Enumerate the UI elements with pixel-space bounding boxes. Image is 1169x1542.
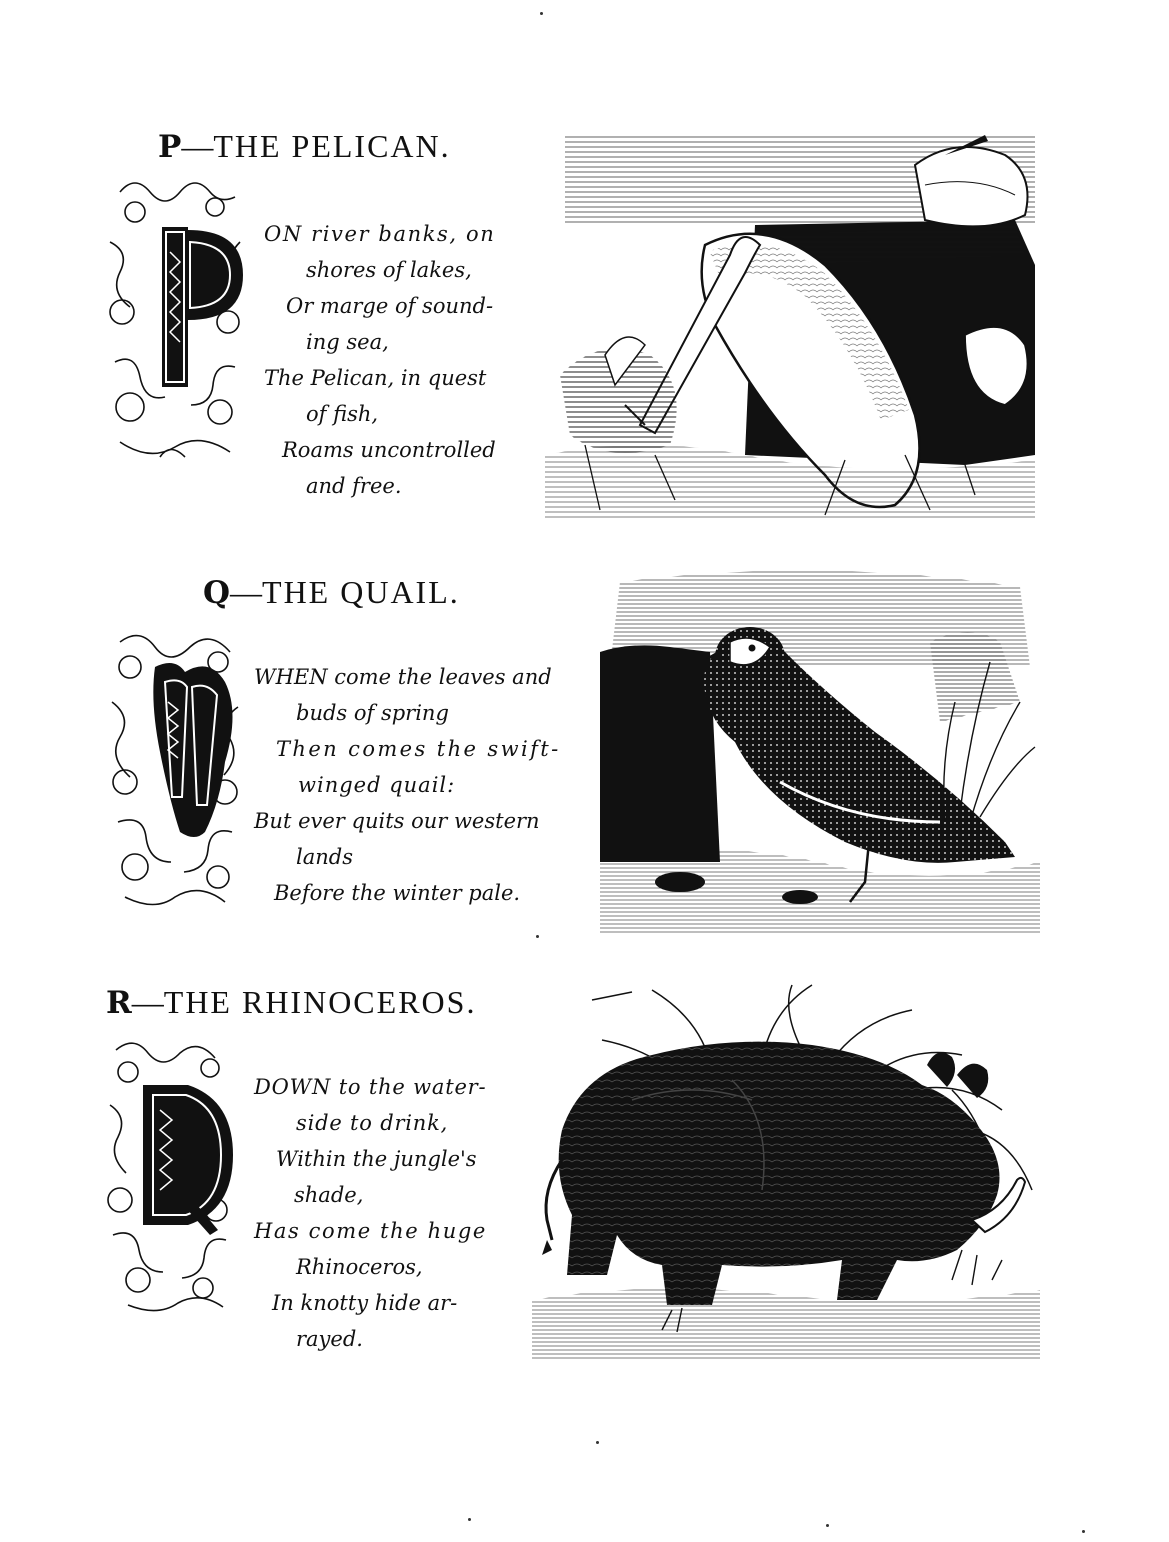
paper-speck bbox=[540, 12, 543, 15]
verse-line: buds of spring bbox=[296, 701, 449, 725]
verse-line: Has come the huge bbox=[254, 1219, 487, 1243]
verse-line: ing sea, bbox=[306, 330, 389, 354]
paper-speck bbox=[596, 1441, 599, 1444]
verse-line: WHEN come the leaves and bbox=[254, 665, 552, 689]
quail-illustration bbox=[600, 562, 1040, 934]
verse-line: lands bbox=[296, 845, 353, 869]
verse-line: The Pelican, in quest bbox=[264, 366, 487, 390]
heading-letter: Q bbox=[203, 575, 231, 611]
heading-title: THE PELICAN. bbox=[213, 128, 451, 164]
verse-line: shade, bbox=[294, 1183, 364, 1207]
pelican-illustration bbox=[545, 125, 1040, 520]
heading-pelican bbox=[158, 128, 451, 165]
heading-title: THE RHINOCEROS. bbox=[163, 984, 477, 1020]
verse-line: ON river banks, on bbox=[264, 222, 496, 246]
paper-speck bbox=[1082, 1530, 1085, 1533]
verse-line: of fish, bbox=[306, 402, 379, 426]
heading-rhinoceros bbox=[106, 984, 476, 1021]
verse-line: DOWN to the water- bbox=[254, 1075, 487, 1099]
verse-pelican bbox=[264, 216, 496, 504]
verse-line: In knotty hide ar- bbox=[272, 1291, 458, 1315]
verse-line: Before the winter pale. bbox=[274, 881, 521, 905]
verse-line: side to drink, bbox=[296, 1111, 449, 1135]
heading-letter: R bbox=[106, 985, 132, 1021]
ornamental-initial-d bbox=[98, 1030, 238, 1319]
verse-rhinoceros bbox=[254, 1069, 487, 1357]
paper-speck bbox=[468, 1518, 471, 1521]
rhinoceros-illustration bbox=[532, 980, 1040, 1370]
verse-line: But ever quits our western bbox=[254, 809, 540, 833]
verse-line: and free. bbox=[306, 474, 402, 498]
heading-dash: — bbox=[230, 574, 263, 610]
heading-quail bbox=[203, 574, 460, 611]
heading-dash: — bbox=[131, 984, 164, 1020]
verse-line: Then comes the swift- bbox=[276, 737, 561, 761]
verse-line: Within the jungle's bbox=[276, 1147, 477, 1171]
verse-quail bbox=[254, 659, 561, 911]
heading-letter: P bbox=[158, 129, 182, 165]
heading-dash: — bbox=[181, 128, 214, 164]
verse-line: shores of lakes, bbox=[306, 258, 472, 282]
paper-speck bbox=[536, 935, 539, 938]
verse-line: Roams uncontrolled bbox=[282, 438, 496, 462]
heading-title: THE QUAIL. bbox=[262, 574, 460, 610]
verse-line: winged quail: bbox=[298, 773, 456, 797]
verse-line: Or marge of sound- bbox=[286, 294, 494, 318]
verse-line: rayed. bbox=[296, 1327, 363, 1351]
ornamental-initial-p bbox=[100, 172, 250, 471]
verse-line: Rhinoceros, bbox=[296, 1255, 423, 1279]
paper-speck bbox=[826, 1524, 829, 1527]
ornamental-initial-w bbox=[100, 622, 250, 916]
